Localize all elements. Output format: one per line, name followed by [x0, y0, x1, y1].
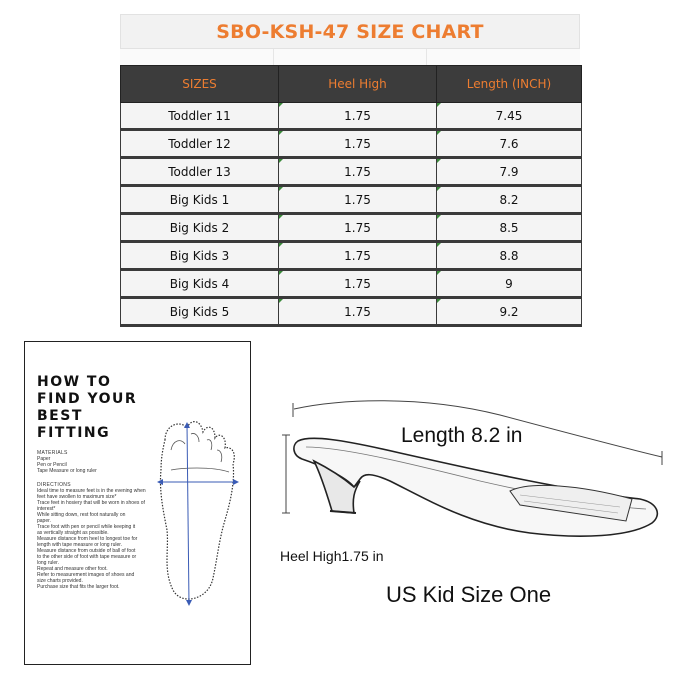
length-measure-line — [187, 424, 189, 604]
size-cell: Big Kids 2 — [121, 214, 279, 242]
table-row — [121, 242, 582, 270]
table-row — [121, 186, 582, 214]
direction-line: Refer to measurement images of shoes and — [37, 572, 135, 578]
length-cell: 9.2 — [437, 298, 582, 326]
direction-line: interest* — [37, 506, 56, 512]
directions-title: DIRECTIONS — [37, 482, 71, 488]
size-chart — [120, 14, 580, 327]
toe-contours — [171, 433, 229, 472]
fitting-guide-card — [24, 341, 251, 665]
guide-heading: HOW TO FIND YOUR BEST FITTING — [37, 374, 138, 441]
size-cell: Big Kids 5 — [121, 298, 279, 326]
length-cell: 7.6 — [437, 130, 582, 158]
direction-line: Trace feet in hosiery that will be worn in shoes of — [37, 500, 145, 506]
table-row — [121, 214, 582, 242]
size-table — [120, 65, 582, 327]
table-row — [121, 298, 582, 326]
chart-spacer — [120, 49, 580, 65]
heel-cell: 1.75 — [279, 214, 437, 242]
length-cell: 9 — [437, 270, 582, 298]
material-item: Paper — [37, 456, 51, 462]
direction-line: Measure distance from outside of ball of foot — [37, 548, 136, 554]
direction-line: While sitting down, rest foot naturally on — [37, 512, 126, 518]
direction-line: Repeat and measure other foot. — [37, 566, 108, 572]
table-row — [121, 158, 582, 186]
arrow-right-icon — [233, 479, 239, 485]
table-row — [121, 270, 582, 298]
direction-line: long ruler. — [37, 560, 59, 566]
length-cell: 8.5 — [437, 214, 582, 242]
heel-height-label: Heel High1.75 in — [280, 548, 384, 564]
material-item: Tape Measure or long ruler — [37, 468, 97, 474]
direction-line: paper. — [37, 518, 51, 524]
sandal-illustration — [280, 395, 670, 565]
direction-line: as vertically straight as possible. — [37, 530, 109, 536]
direction-line: feet have swollen to maximum size* — [37, 494, 117, 500]
chart-title: SBO-KSH-47 SIZE CHART — [120, 14, 580, 49]
length-cell: 8.2 — [437, 186, 582, 214]
size-cell: Toddler 12 — [121, 130, 279, 158]
direction-line: length with tape measure or long ruler. — [37, 542, 123, 548]
heel-cell: 1.75 — [279, 270, 437, 298]
column-header-length: Length (INCH) — [437, 66, 582, 103]
length-cell: 7.45 — [437, 103, 582, 130]
heel-cell: 1.75 — [279, 130, 437, 158]
direction-line: size charts provided. — [37, 578, 83, 584]
direction-line: to the other side of foot with tape measure or — [37, 554, 137, 560]
table-header-row — [121, 66, 582, 103]
direction-line: Measure distance from heel to longest toe for — [37, 536, 138, 542]
material-item: Pen or Pencil — [37, 462, 67, 468]
heel-cell: 1.75 — [279, 103, 437, 130]
table-row — [121, 103, 582, 130]
direction-line: Purchase size that fits the larger foot. — [37, 584, 120, 590]
column-header-sizes: SIZES — [121, 66, 279, 103]
direction-line: Ideal time to measure feet is in the evening when — [37, 488, 146, 494]
heel-cell: 1.75 — [279, 186, 437, 214]
size-cell: Big Kids 3 — [121, 242, 279, 270]
size-cell: Big Kids 4 — [121, 270, 279, 298]
heel-cell: 1.75 — [279, 158, 437, 186]
table-row — [121, 130, 582, 158]
heel-cell: 1.75 — [279, 242, 437, 270]
direction-line: Trace foot with pen or pencil while keeping it — [37, 524, 136, 530]
size-cell: Toddler 11 — [121, 103, 279, 130]
length-cell: 7.9 — [437, 158, 582, 186]
heel-cell: 1.75 — [279, 298, 437, 326]
size-cell: Big Kids 1 — [121, 186, 279, 214]
arrow-down-icon — [186, 600, 192, 606]
column-header-heel-high: Heel High — [279, 66, 437, 103]
size-cell: Toddler 13 — [121, 158, 279, 186]
length-cell: 8.8 — [437, 242, 582, 270]
foot-tracing-illustration — [151, 410, 249, 610]
kid-size-label: US Kid Size One — [386, 582, 552, 607]
materials-title: MATERIALS — [37, 450, 68, 456]
length-label: Length 8.2 in — [401, 424, 523, 447]
